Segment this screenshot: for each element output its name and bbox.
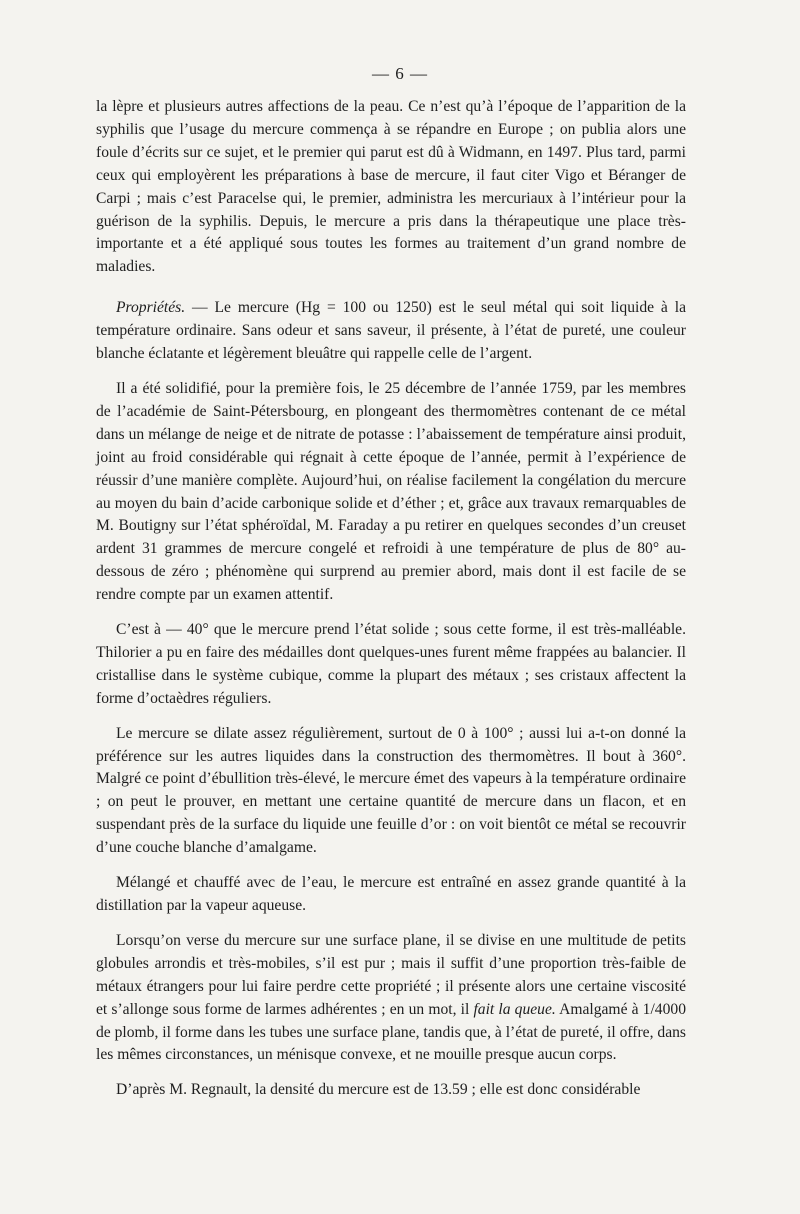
paragraph-density: D’après M. Regnault, la densité du mercure est de 13.59 ; elle est donc considérable — [116, 1081, 641, 1099]
body-text — [96, 96, 686, 1102]
paragraph-globules — [96, 930, 686, 1067]
paragraph-globules-text-after: Amalgamé à 1/4000 de plomb, il forme dans les tubes une surface plane, tandis que, à l’état de pureté, il offre, dans les mêmes circonstances, un ménisque convexe, et ne mouille presque aucun corps. — [96, 1000, 686, 1064]
paragraph-distillation: Mélangé et chauffé avec de l’eau, le mercure est entraîné en assez grande quantité à la distillation par la vapeur aqueuse. — [96, 874, 686, 914]
paragraph-dilation: Le mercure se dilate assez régulièrement, surtout de 0 à 100° ; aussi lui a-t-on donné la préférence sur les autres liquides dans la construction des thermomètres. Il bout à 360°. Malgré ce point d’ébullition très-élevé, le mercure émet des vapeurs à la température ordinaire ; on peut le prouver, en mettant une certaine quantité de mercure dans un flacon, et en suspendant près de la surface du liquide une feuille d’or : on voit bientôt ce métal se recouvrir d’une couche blanche d’amalgame. — [96, 724, 686, 857]
paragraph-solidification: Il a été solidifié, pour la première fois, le 25 décembre de l’année 1759, par les membres de l’académie de Saint-Pétersbourg, en plongeant des thermomètres contenant de ce métal dans un mélange de neige et de nitrate de potasse : l’abaissement de température ainsi produit, joint au froid considérable qui régnait à cette époque de l’année, permit à l’expérience de réussir d’une manière complète. Aujourd’hui, on réalise facilement la congélation du mercure au moyen du bain d’acide carbonique solide et d’éther ; et, grâce aux travaux remarquables de M. Boutigny sur l’état sphéroïdal, M. Faraday a pu retirer en quelques secondes d’un creuset ardent 31 grammes de mercure congelé et refroidi à une température de plus de 80° au-dessous de zéro ; phénomène qui surprend au premier abord, mais dont il est facile de se rendre compte par un examen attentif. — [96, 379, 686, 604]
page-number: — 6 — — [372, 64, 428, 83]
paragraph-history: la lèpre et plusieurs autres affections de la peau. Ce n’est qu’à l’époque de l’apparition de la syphilis que l’usage du mercure commença à se répandre en Europe ; on publia alors une foule d’écrits sur ce sujet, et le premier qui parut est dû à Widmann, en 1497. Plus tard, parmi ceux qui employèrent les préparations à base de mercure, il faut citer Vigo et Béranger de Carpi ; mais c’est Paracelse qui, le premier, administra les mercuriaux à l’intérieur pour la guérison de la syphilis. Depuis, le mercure a pris dans la thérapeutique une place très-importante et a été appliqué sous toutes les formes au traitement d’un grand nombre de maladies. — [96, 98, 686, 276]
italic-phrase-fait-la-queue: fait la queue. — [473, 1000, 556, 1018]
section-heading-proprietes: Propriétés. — [116, 299, 186, 317]
paragraph-globules-text: Lorsqu’on verse du mercure sur une surface plane, il se divise en une multitude de petits globules arrondis et très-mobiles, s’il est pur ; mais il suffit d’une proportion très-faible de métaux étrangers pour lui faire perdre cette propriété ; il présente alors une certaine viscosité et s’allonge sous forme de larmes adhérentes ; en un mot, il — [96, 931, 686, 1018]
paragraph-properties-text: — Le mercure (Hg = 100 ou 1250) est le seul métal qui soit liquide à la température ordinaire. Sans odeur et sans saveur, il présente, à l’état de pureté, une couleur blanche éclatante et légèrement bleuâtre qui rappelle celle de l’argent. — [96, 299, 686, 363]
paragraph-solid-state: C’est à — 40° que le mercure prend l’état solide ; sous cette forme, il est très-malléable. Thilorier a pu en faire des médailles dont quelques-unes furent même frappées au balancier. Il cristallise dans le système cubique, comme la plupart des métaux ; ses cristaux affectent la forme d’octaèdres réguliers. — [96, 621, 686, 707]
paragraph-properties — [96, 297, 686, 366]
